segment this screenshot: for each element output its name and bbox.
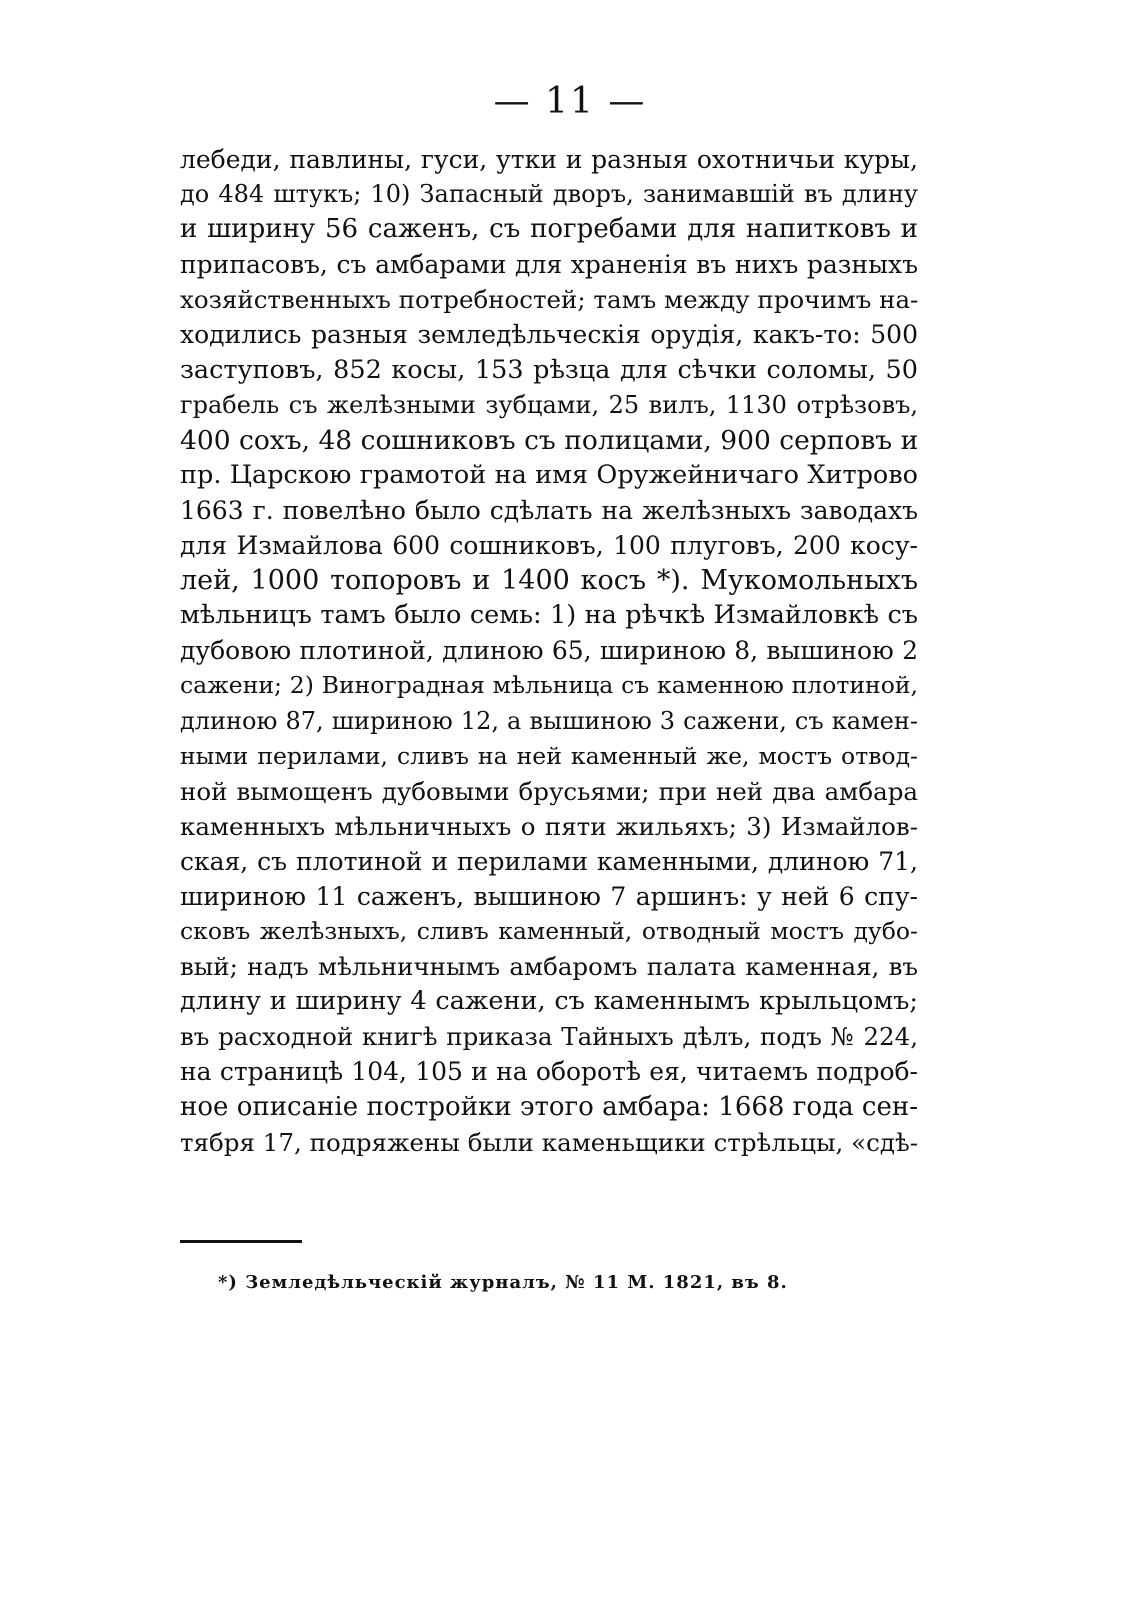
text-line: и ширину 56 саженъ, съ погребами для напитковъ и [180, 214, 918, 245]
text-line: заступовъ, 852 косы, 153 рѣзца для сѣчки соломы, 50 [180, 354, 918, 385]
text-line: сажени; 2) Виноградная мѣльница съ каменною плотиной, [180, 671, 918, 700]
text-line: для Измайлова 600 сошниковъ, 100 плуговъ, 200 косу- [180, 531, 918, 561]
text-line: до 484 штукъ; 10) Запасный дворъ, занимавшiй въ длину [180, 180, 918, 209]
text-line: припасовъ, съ амбарами для храненiя въ нихъ разныхъ [180, 250, 918, 280]
text-line: каменныхъ мѣльничныхъ о пяти жильяхъ; 3) Измайлов- [180, 811, 918, 841]
footnote-divider [180, 1240, 302, 1243]
text-line: лебеди, павлины, гуси, утки и разныя охотничьи куры, [180, 145, 918, 174]
text-line: грабель съ желѣзными зубцами, 25 вилъ, 1130 отрѣзовъ, [180, 390, 918, 419]
text-line: длиною 87, шириною 12, а вышиною 3 сажени, съ камен- [180, 706, 918, 735]
footnote: *) Земледѣльческiй журналъ, № 11 М. 1821, въ 8. [218, 1272, 788, 1293]
text-line: дубовою плотиной, длиною 65, шириною 8, вышиною 2 [180, 636, 918, 666]
text-line: пр. Царскою грамотой на имя Оружейничаго Хитрово [180, 459, 918, 490]
text-line: мѣльницъ тамъ было семь: 1) на рѣчкѣ Измайловкѣ съ [180, 600, 918, 631]
text-line: 400 сохъ, 48 сошниковъ съ полицами, 900 серповъ и [180, 424, 919, 456]
text-line: ская, съ плотиной и перилами каменными, длиною 71, [180, 846, 918, 876]
text-line: сковъ желѣзныхъ, сливъ каменный, отводный мостъ дубо- [180, 917, 918, 946]
text-line: въ расходной книгѣ приказа Тайныхъ дѣлъ, подъ № 224, [180, 1022, 918, 1052]
body-text [180, 142, 918, 1160]
text-line: лей, 1000 топоровъ и 1400 косъ *). Мукомольныхъ [180, 565, 918, 597]
text-line: 1663 г. повелѣно было сдѣлать на желѣзныхъ заводахъ [180, 495, 918, 525]
page-number: — 11 — [493, 81, 647, 122]
text-line: шириною 11 саженъ, вышиною 7 аршинъ: у ней 6 спу- [180, 881, 918, 911]
text-line: тября 17, подряжены были каменьщики стрѣльцы, «сдѣ- [180, 1127, 918, 1157]
text-line: ными перилами, сливъ на ней каменный же, мостъ отвод- [180, 741, 918, 770]
text-line: хозяйственныхъ потребностей; тамъ между прочимъ на- [180, 285, 919, 315]
text-line: на страницѣ 104, 105 и на оборотѣ ея, читаемъ подроб- [180, 1057, 918, 1087]
text-line: ное описанiе постройки этого амбара: 1668 года сен- [180, 1091, 918, 1122]
text-line: ной вымощенъ дубовыми брусьями; при ней два амбара [180, 776, 918, 806]
text-line: длину и ширину 4 сажени, съ каменнымъ крыльцомъ; [180, 986, 918, 1017]
text-line: вый; надъ мѣльничнымъ амбаромъ палата каменная, въ [180, 952, 918, 982]
text-line: ходились разныя земледѣльческiя орудiя, какъ-то: 500 [180, 320, 918, 350]
